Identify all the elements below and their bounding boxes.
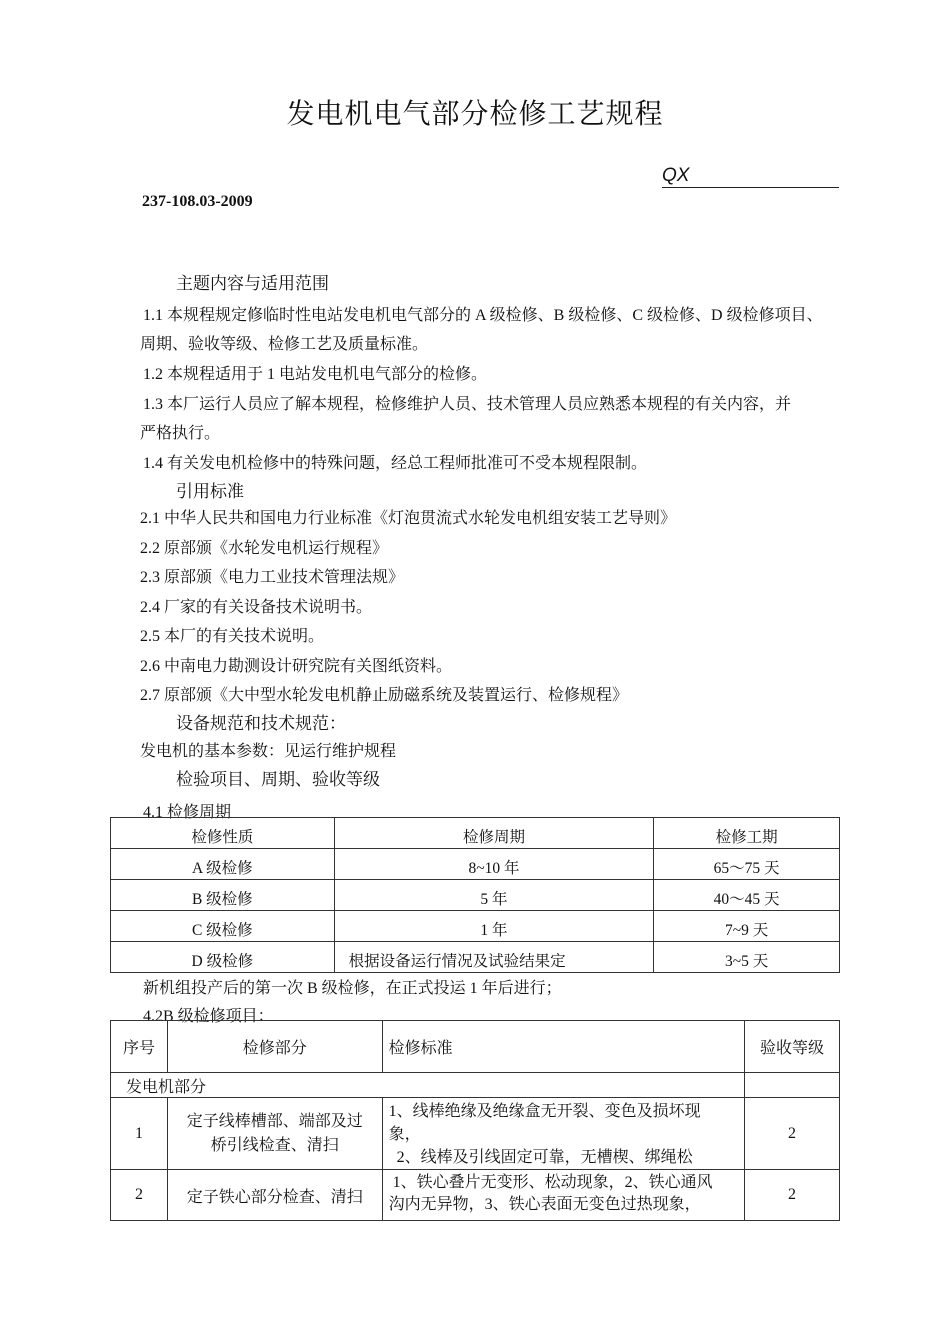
subsection-4-2: 4.2B 级检修项目：: [143, 1008, 274, 1025]
inspection-part: [167, 1098, 382, 1170]
inspection-standard: [382, 1098, 744, 1170]
table-row: [111, 880, 840, 911]
table-header-cell: 序号: [111, 1021, 168, 1073]
table-row: [111, 1170, 840, 1221]
inspection-standard-line: 1、线棒绝缘及绝缘盒无开裂、变色及损坏现: [388, 1103, 701, 1120]
document-title: 发电机电气部分检修工艺规程: [286, 97, 664, 130]
table-cell: B 级检修: [111, 880, 335, 911]
table-header-cell: 检修周期: [334, 818, 654, 849]
table-cell: 40〜45 天: [654, 880, 840, 911]
table-cell: 1 年: [334, 911, 654, 942]
section-3-heading: 设备规范和技术规范：: [176, 714, 346, 734]
reference-item: 2.4 厂家的有关设备技术说明书。: [140, 599, 373, 616]
acceptance-grade: 2: [745, 1170, 840, 1221]
table-row: [111, 911, 840, 942]
table-section-row: [111, 1073, 840, 1098]
standard-code-prefix: QX: [662, 165, 839, 188]
table-row: [111, 942, 840, 973]
section-2-heading: 引用标准: [176, 482, 244, 502]
table-header-cell: 检修性质: [111, 818, 335, 849]
section-1-heading: 主题内容与适用范围: [176, 274, 329, 294]
reference-item: 2.2 原部颁《水轮发电机运行规程》: [140, 540, 389, 557]
para-1-4: 1.4 有关发电机检修中的特殊问题，经总工程师批准可不受本规程限制。: [143, 455, 648, 472]
b-level-items-table: [110, 1020, 840, 1221]
section-4-heading: 检验项目、周期、验收等级: [176, 770, 380, 790]
inspection-part-line: 桥引线检查、清扫: [210, 1136, 339, 1154]
table-cell: 5 年: [334, 880, 654, 911]
generator-parameters-note: 发电机的基本参数：见运行维护规程: [140, 743, 397, 760]
para-1-2: 1.2 本规程适用于 1 电站发电机电气部分的检修。: [143, 366, 488, 383]
table-header-cell: 检修工期: [654, 818, 840, 849]
reference-item: 2.6 中南电力勘测设计研究院有关图纸资料。: [140, 658, 453, 675]
inspection-standard-line: 1、铁心叠片无变形、松动现象，2、铁心通风: [392, 1174, 713, 1191]
table-header-cell: 检修标准: [382, 1021, 744, 1073]
inspection-standard-line: 象，: [388, 1126, 421, 1143]
table-cell: D 级检修: [111, 942, 335, 973]
table-cell: A 级检修: [111, 849, 335, 880]
reference-item: 2.7 原部颁《大中型水轮发电机静止励磁系统及装置运行、检修规程》: [140, 687, 629, 704]
inspection-part: 定子铁心部分检查、清扫: [167, 1170, 382, 1221]
table-cell: 8~10 年: [334, 849, 654, 880]
inspection-standard-line: 2、线棒及引线固定可靠，无槽楔、绑绳松: [396, 1149, 693, 1166]
acceptance-grade: 2: [745, 1098, 840, 1170]
table-header-row: [111, 1021, 840, 1073]
table-header-cell: 检修部分: [167, 1021, 382, 1073]
row-number: 1: [111, 1098, 168, 1170]
first-overhaul-note: 新机组投产后的第一次 B 级检修，在正式投运 1 年后进行；: [143, 980, 562, 997]
para-1-1-line2: 周期、验收等级、检修工艺及质量标准。: [140, 336, 429, 353]
table-row: [111, 1098, 840, 1170]
maintenance-cycle-table: [110, 817, 840, 973]
inspection-part-line: 定子线棒槽部、端部及过: [186, 1112, 363, 1130]
row-number: 2: [111, 1170, 168, 1221]
reference-item: 2.3 原部颁《电力工业技术管理法规》: [140, 569, 405, 586]
table-cell: [745, 1073, 840, 1098]
document-number: 237-108.03-2009: [142, 193, 253, 210]
para-1-3-line2: 严格执行。: [140, 425, 221, 442]
table-cell: 根据设备运行情况及试验结果定: [334, 942, 654, 973]
para-1-3-line1: 1.3 本厂运行人员应了解本规程，检修维护人员、技术管理人员应熟悉本规程的有关内容，并: [143, 396, 792, 413]
table-header-row: [111, 818, 840, 849]
section-label-generator: 发电机部分: [111, 1073, 745, 1098]
reference-item: 2.1 中华人民共和国电力行业标准《灯泡贯流式水轮发电机组安装工艺导则》: [140, 510, 677, 527]
subsection-4-1: 4.1 检修周期: [143, 804, 232, 821]
inspection-standard-line: 沟内无异物，3、铁心表面无变色过热现象，: [388, 1196, 701, 1213]
table-cell: 65〜75 天: [654, 849, 840, 880]
table-cell: 3~5 天: [654, 942, 840, 973]
table-cell: 7~9 天: [654, 911, 840, 942]
inspection-standard: [382, 1170, 744, 1221]
table-row: [111, 849, 840, 880]
table-header-cell: 验收等级: [745, 1021, 840, 1073]
table-cell: C 级检修: [111, 911, 335, 942]
para-1-1-line1: 1.1 本规程规定修临时性电站发电机电气部分的 A 级检修、B 级检修、C 级检修、D 级检修项目、: [143, 307, 823, 324]
reference-item: 2.5 本厂的有关技术说明。: [140, 628, 325, 645]
